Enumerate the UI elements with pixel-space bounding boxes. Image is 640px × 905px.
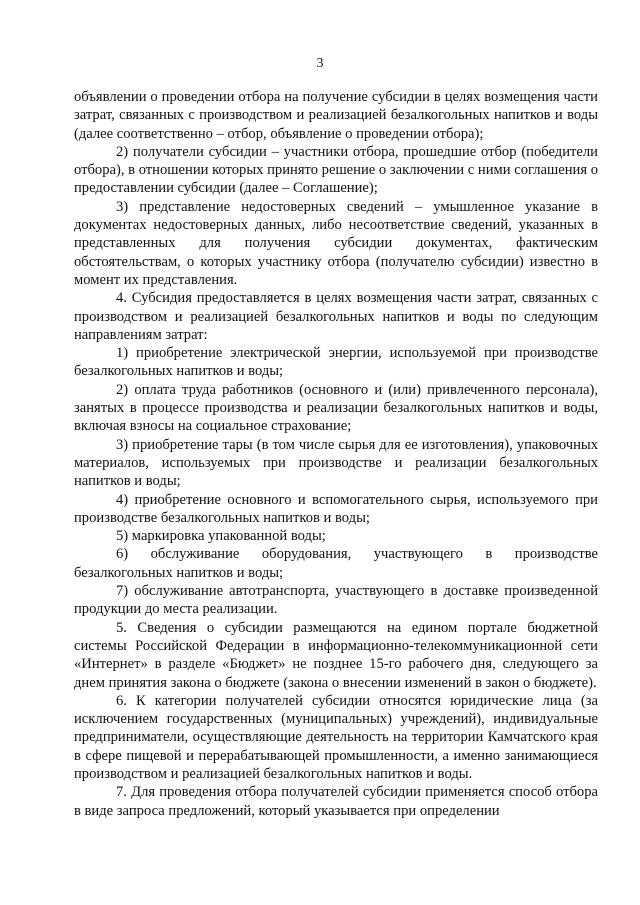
paragraph-section-5: 5. Сведения о субсидии размещаются на едином портале бюджетной системы Российской Федерации в информационно-телекоммуникационной сети «Интернет» в разделе «Бюджет» не позднее 15-го рабочего дня, следующего за днем принятия закона о бюджете (закона о внесении изменений в закон о бюджете). (74, 619, 598, 691)
paragraph-section-6: 6. К категории получателей субсидии относятся юридические лица (за исключением государственных (муниципальных) учреждений), индивидуальные предприниматели, осуществляющие деятельность на территории Камчатского края в сфере пищевой и перерабатывающей промышленности, а именно занимающиеся производством и реализацией безалкогольных напитков и воды. (74, 692, 598, 782)
paragraph-item-5: 5) маркировка упакованной воды; (116, 528, 326, 545)
paragraph-definition-3: 3) представление недостоверных сведений – умышленное указание в документах недостоверных данных, либо несоответствие сведений, указанных в представленных для получения субсидии документах, фактическим обстоятельствам, о которых участнику отбора (получателю субсидии) известно в момент их представления. (74, 198, 598, 288)
paragraph-continuation: объявлении о проведении отбора на получение субсидии в целях возмещения части затрат, связанных с производством и реализацией безалкогольных напитков и воды (далее соответственно – отбор, объявление о проведении отбора); (74, 89, 598, 142)
paragraph-item-1: 1) приобретение электрической энергии, используемой при производстве безалкогольных напитков и воды; (74, 345, 598, 380)
paragraph-section-7: 7. Для проведения отбора получателей субсидии применяется способ отбора в виде запроса предложений, который указывается при определении (74, 784, 598, 819)
paragraph-item-4: 4) приобретение основного и вспомогательного сырья, используемого при производстве безалкогольных напитков и воды; (74, 491, 598, 526)
paragraph-item-7: 7) обслуживание автотранспорта, участвующего в доставке произведенной продукции до места реализации. (74, 583, 598, 618)
paragraph-item-3: 3) приобретение тары (в том числе сырья для ее изготовления), упаковочных материалов, используемых при производстве и реализации безалкогольных напитков и воды; (74, 436, 598, 490)
paragraph-item-6: 6) обслуживание оборудования, участвующего в производстве безалкогольных напитков и воды; (74, 546, 598, 581)
paragraph-item-2: 2) оплата труда работников (основного и (или) привлеченного персонала), занятых в процессе производства и реализации безалкогольных напитков и воды, включая взносы на социальное страхование; (74, 381, 598, 435)
page-number: 3 (316, 56, 324, 71)
paragraph-definition-2: 2) получатели субсидии – участники отбора, прошедшие отбор (победители отбора), в отношении которых принято решение о заключении с ними соглашения о предоставлении субсидии (далее – Соглашение); (74, 143, 598, 197)
paragraph-section-4: 4. Субсидия предоставляется в целях возмещения части затрат, связанных с производством и реализацией безалкогольных напитков и воды по следующим направлениям затрат: (74, 290, 598, 343)
document-body (74, 88, 598, 820)
